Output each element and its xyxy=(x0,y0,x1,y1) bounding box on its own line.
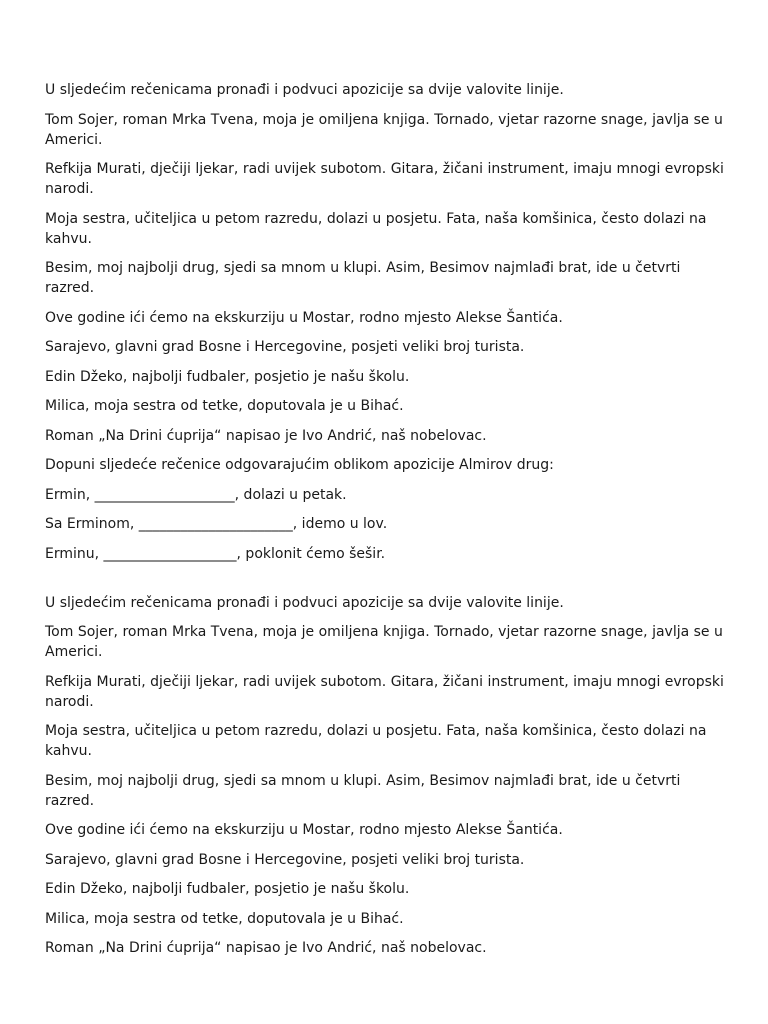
exercise-section-1 xyxy=(45,80,725,564)
paragraph: Besim, moj najbolji drug, sjedi sa mnom u klupi. Asim, Besimov najmlađi brat, ide u četvrti razred. xyxy=(45,260,681,296)
exercise-section-2 xyxy=(45,593,725,959)
paragraph: Moja sestra, učiteljica u petom razredu, dolazi u posjetu. Fata, naša komšinica, često dolazi na kahvu. xyxy=(45,210,707,247)
paragraph: Edin Džeko, najbolji fudbaler, posjetio je našu školu. xyxy=(45,368,410,385)
fill-in-line: Sa Erminom, ______________________, idemo u lov. xyxy=(45,516,388,532)
paragraph: Tom Sojer, roman Mrka Tvena, moja je omiljena knjiga. Tornado, vjetar razorne snage, javlja se u Americi. xyxy=(45,624,723,660)
paragraph: Dopuni sljedeće rečenice odgovarajućim oblikom apozicije Almirov drug: xyxy=(45,457,554,473)
paragraph: U sljedećim rečenicama pronađi i podvuci apozicije sa dvije valovite linije. xyxy=(45,82,564,98)
paragraph: Roman „Na Drini ćuprija“ napisao je Ivo Andrić, naš nobelovac. xyxy=(45,427,487,444)
paragraph: Ove godine ići ćemo na ekskurziju u Mostar, rodno mjesto Alekse Šantića. xyxy=(45,309,563,326)
paragraph: Roman „Na Drini ćuprija“ napisao je Ivo Andrić, naš nobelovac. xyxy=(45,940,487,956)
paragraph: Milica, moja sestra od tetke, doputovala je u Bihać. xyxy=(45,398,404,414)
fill-in-line: Erminu, ___________________, poklonit ćemo šešir. xyxy=(45,545,386,562)
paragraph: Refkija Murati, dječiji ljekar, radi uvijek subotom. Gitara, žičani instrument, imaju mnogi evropski narodi. xyxy=(45,673,724,710)
paragraph: Refkija Murati, dječiji ljekar, radi uvijek subotom. Gitara, žičani instrument, imaju mnogi evropski narodi. xyxy=(45,161,724,197)
paragraph: Besim, moj najbolji drug, sjedi sa mnom u klupi. Asim, Besimov najmlađi brat, ide u četvrti razred. xyxy=(45,772,681,809)
paragraph: Sarajevo, glavni grad Bosne i Hercegovine, posjeti veliki broj turista. xyxy=(45,851,525,868)
paragraph: Edin Džeko, najbolji fudbaler, posjetio je našu školu. xyxy=(45,881,410,897)
paragraph: Tom Sojer, roman Mrka Tvena, moja je omiljena knjiga. Tornado, vjetar razorne snage, javlja se u Americi. xyxy=(45,111,723,148)
paragraph: Milica, moja sestra od tetke, doputovala je u Bihać. xyxy=(45,910,404,927)
paragraph: U sljedećim rečenicama pronađi i podvuci apozicije sa dvije valovite linije. xyxy=(45,594,564,611)
paragraph: Ove godine ići ćemo na ekskurziju u Mostar, rodno mjesto Alekse Šantića. xyxy=(45,822,563,838)
document-page xyxy=(45,80,725,968)
fill-in-line: Ermin, ____________________, dolazi u petak. xyxy=(45,486,347,503)
paragraph: Sarajevo, glavni grad Bosne i Hercegovine, posjeti veliki broj turista. xyxy=(45,339,525,355)
paragraph: Moja sestra, učiteljica u petom razredu, dolazi u posjetu. Fata, naša komšinica, često dolazi na kahvu. xyxy=(45,723,707,759)
